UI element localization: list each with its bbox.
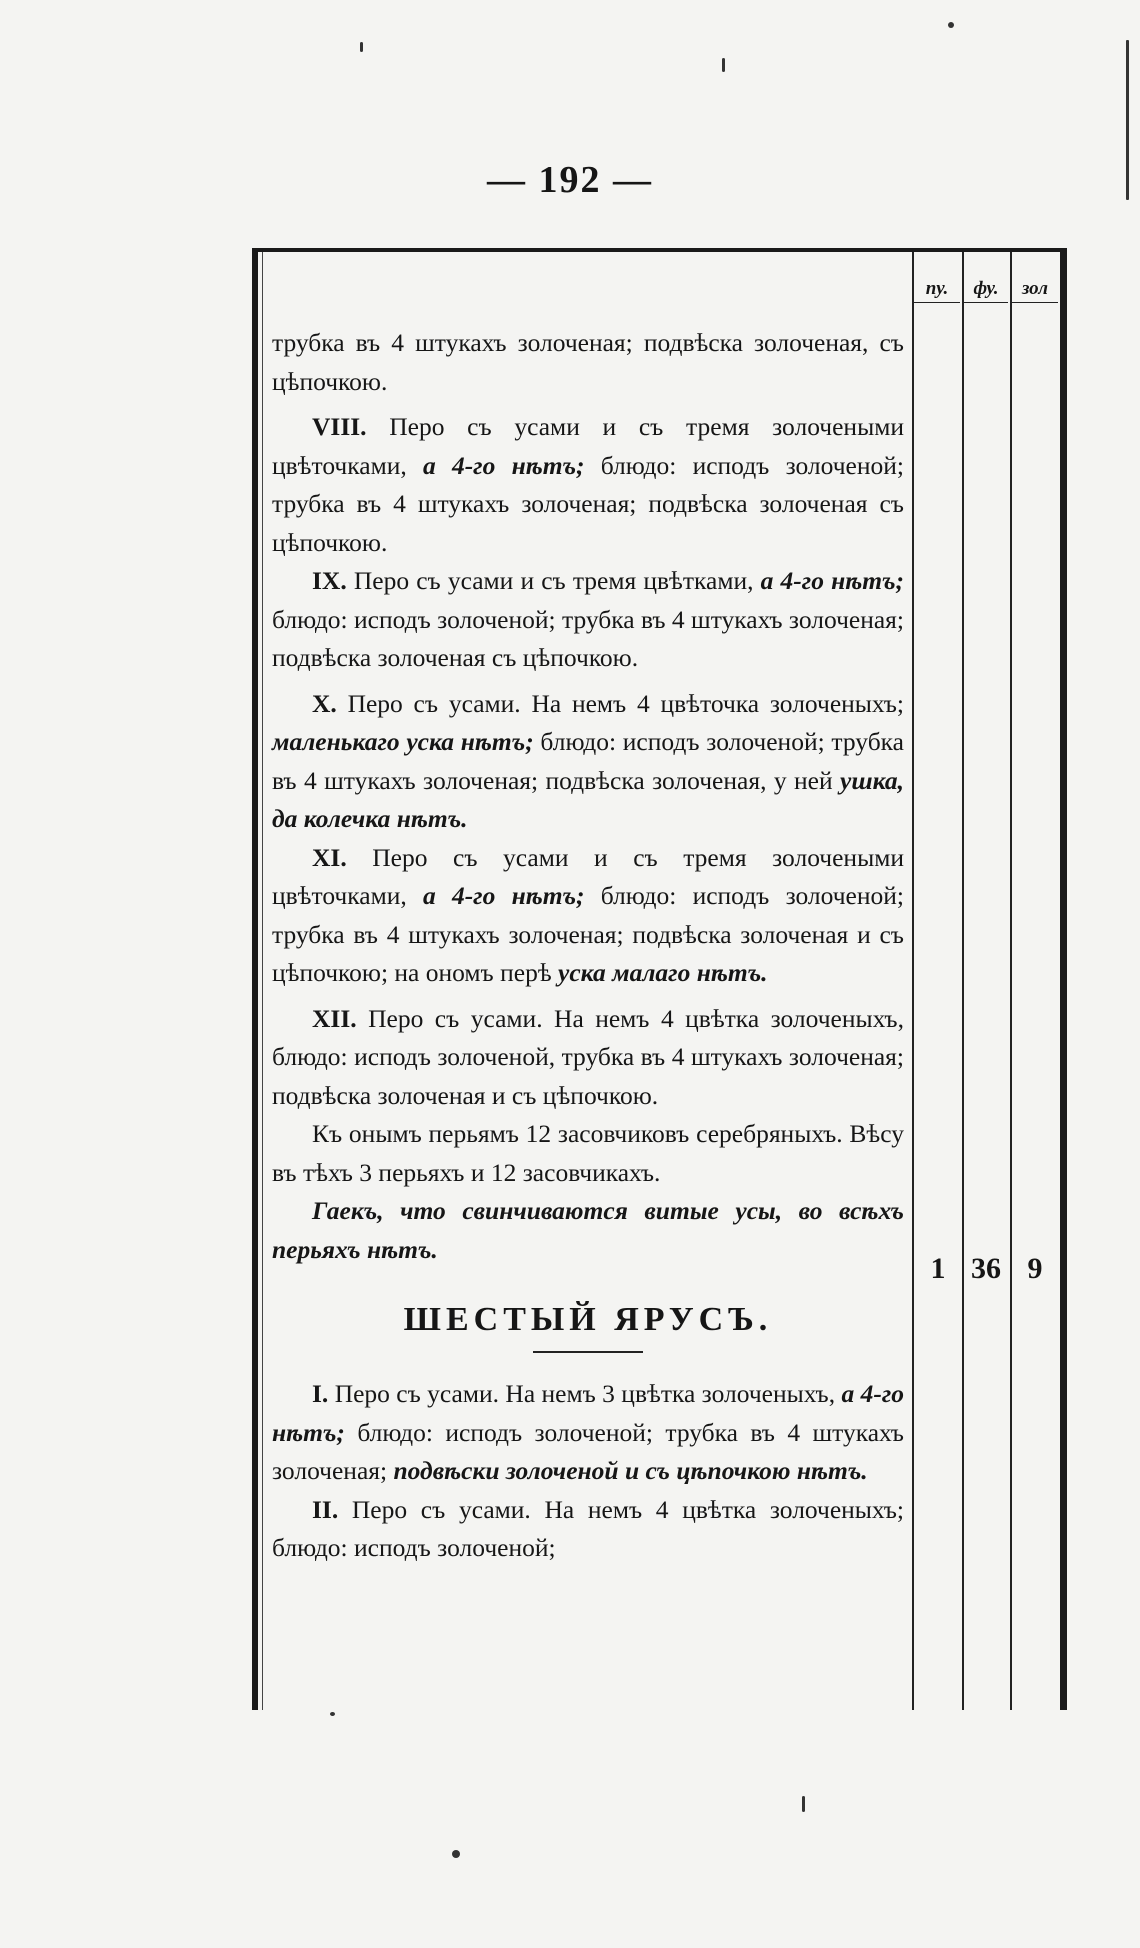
item-number: VIII. xyxy=(312,412,367,441)
scan-speck xyxy=(802,1796,805,1812)
scan-speck xyxy=(722,58,725,72)
left-border-inner xyxy=(262,252,263,1710)
column-header-funt: фу. xyxy=(964,278,1008,303)
column-header-pud: пу. xyxy=(914,278,960,303)
left-border xyxy=(252,252,258,1710)
item-note: а 4-го нѣтъ; xyxy=(422,450,585,480)
item-note: а 4-го нѣтъ; xyxy=(760,566,904,595)
column-divider xyxy=(912,252,914,1710)
weight-funt: 36 xyxy=(971,1252,1001,1285)
item-ix xyxy=(272,562,904,678)
item-text: Перо съ усами. На немъ 3 цвѣтка золоченыхъ, xyxy=(328,1379,842,1408)
item-text: Перо съ усами. На немъ 4 цвѣточка золоченыхъ; xyxy=(336,688,904,718)
weight-pud: 1 xyxy=(930,1252,946,1285)
item-text: блюдо: исподъ золоченой; трубка въ 4 штукахъ золоченая; подвѣска золоченая, у ней xyxy=(272,727,904,795)
text-column xyxy=(272,324,904,1568)
scan-speck xyxy=(1126,40,1129,200)
scan-speck xyxy=(948,22,954,28)
page-number: — 192 — xyxy=(487,159,653,201)
weight-note: Къ онымъ перьямъ 12 засовчиковъ серебряныхъ. Вѣсу въ тѣхъ 3 перьяхъ и 12 засовчикахъ. xyxy=(272,1119,904,1187)
section-heading: ШЕСТЫЙ ЯРУСЪ. xyxy=(403,1301,773,1338)
missing-note xyxy=(272,1192,904,1269)
item-note: а 4-го нѣтъ; xyxy=(272,1379,904,1447)
item-text: Перо съ усами. На немъ 4 цвѣтка золоченыхъ; блюдо: исподъ золоченой; xyxy=(272,1494,904,1562)
scan-speck xyxy=(330,1712,335,1716)
item-text: Перо съ усами и съ тремя золочеными цвѣточками, xyxy=(272,412,904,480)
scan-speck xyxy=(360,42,363,52)
item-note: маленькаго уска нѣтъ; xyxy=(272,727,534,756)
item-number: I. xyxy=(312,1379,329,1408)
item-viii xyxy=(272,408,904,562)
column-header-zolotnik: зол xyxy=(1012,278,1058,303)
heading-rule xyxy=(533,1351,643,1353)
item-text: блюдо: исподъ золоченой; трубка въ 4 штукахъ золоченая; подвѣска золоченая съ цѣпочкою. xyxy=(272,604,904,672)
paragraph-continued: трубка въ 4 штукахъ золоченая; подвѣска золоченая, съ цѣпочкою. xyxy=(272,328,904,396)
item-number: XI. xyxy=(312,842,347,872)
item-xii xyxy=(272,1000,904,1116)
item-text: Перо съ усами и съ тремя золочеными цвѣточками, xyxy=(272,842,904,910)
item-note: ушка, да колечка нѣтъ. xyxy=(272,765,904,833)
item-ii xyxy=(272,1491,904,1568)
inventory-table xyxy=(252,248,1067,1710)
item-text: блюдо: исподъ золоченой; трубка въ 4 штукахъ золоченая; подвѣска золоченая и съ цѣпочкою; на ономъ перѣ xyxy=(272,881,905,987)
item-number: XII. xyxy=(312,1003,357,1033)
column-divider xyxy=(962,252,964,1710)
item-note: а 4-го нѣтъ; xyxy=(422,881,585,910)
scan-speck xyxy=(452,1850,460,1858)
item-text: блюдо: исподъ золоченой; трубка въ 4 штукахъ золоченая; xyxy=(272,1417,904,1485)
item-i xyxy=(272,1375,904,1491)
item-number: X. xyxy=(312,688,337,718)
item-text: Перо съ усами. На немъ 4 цвѣтка золоченыхъ, блюдо: исподъ золоченой, трубка въ 4 штукахъ золоченая; подвѣска золоченая и съ цѣпочкою. xyxy=(272,1003,904,1110)
item-number: IX. xyxy=(312,566,347,595)
item-text: Перо съ усами и съ тремя цвѣтками, xyxy=(346,566,761,595)
item-text: блюдо: исподъ золоченой; трубка въ 4 штукахъ золоченая; подвѣска золоченая съ цѣпочкою. xyxy=(272,450,905,557)
right-border xyxy=(1060,252,1067,1710)
item-x xyxy=(272,685,904,839)
item-xi xyxy=(272,839,904,993)
column-divider xyxy=(1010,252,1012,1710)
item-number: II. xyxy=(312,1494,339,1524)
item-note: подвѣски золоченой и съ цѣпочкою нѣтъ. xyxy=(393,1456,868,1485)
missing-note-text: Гаекъ, что свинчиваются витые усы, во всѣхъ перьяхъ нѣтъ. xyxy=(272,1196,904,1264)
item-note: уска малаго нѣтъ. xyxy=(558,958,768,987)
weight-zolotnik: 9 xyxy=(1027,1252,1043,1285)
